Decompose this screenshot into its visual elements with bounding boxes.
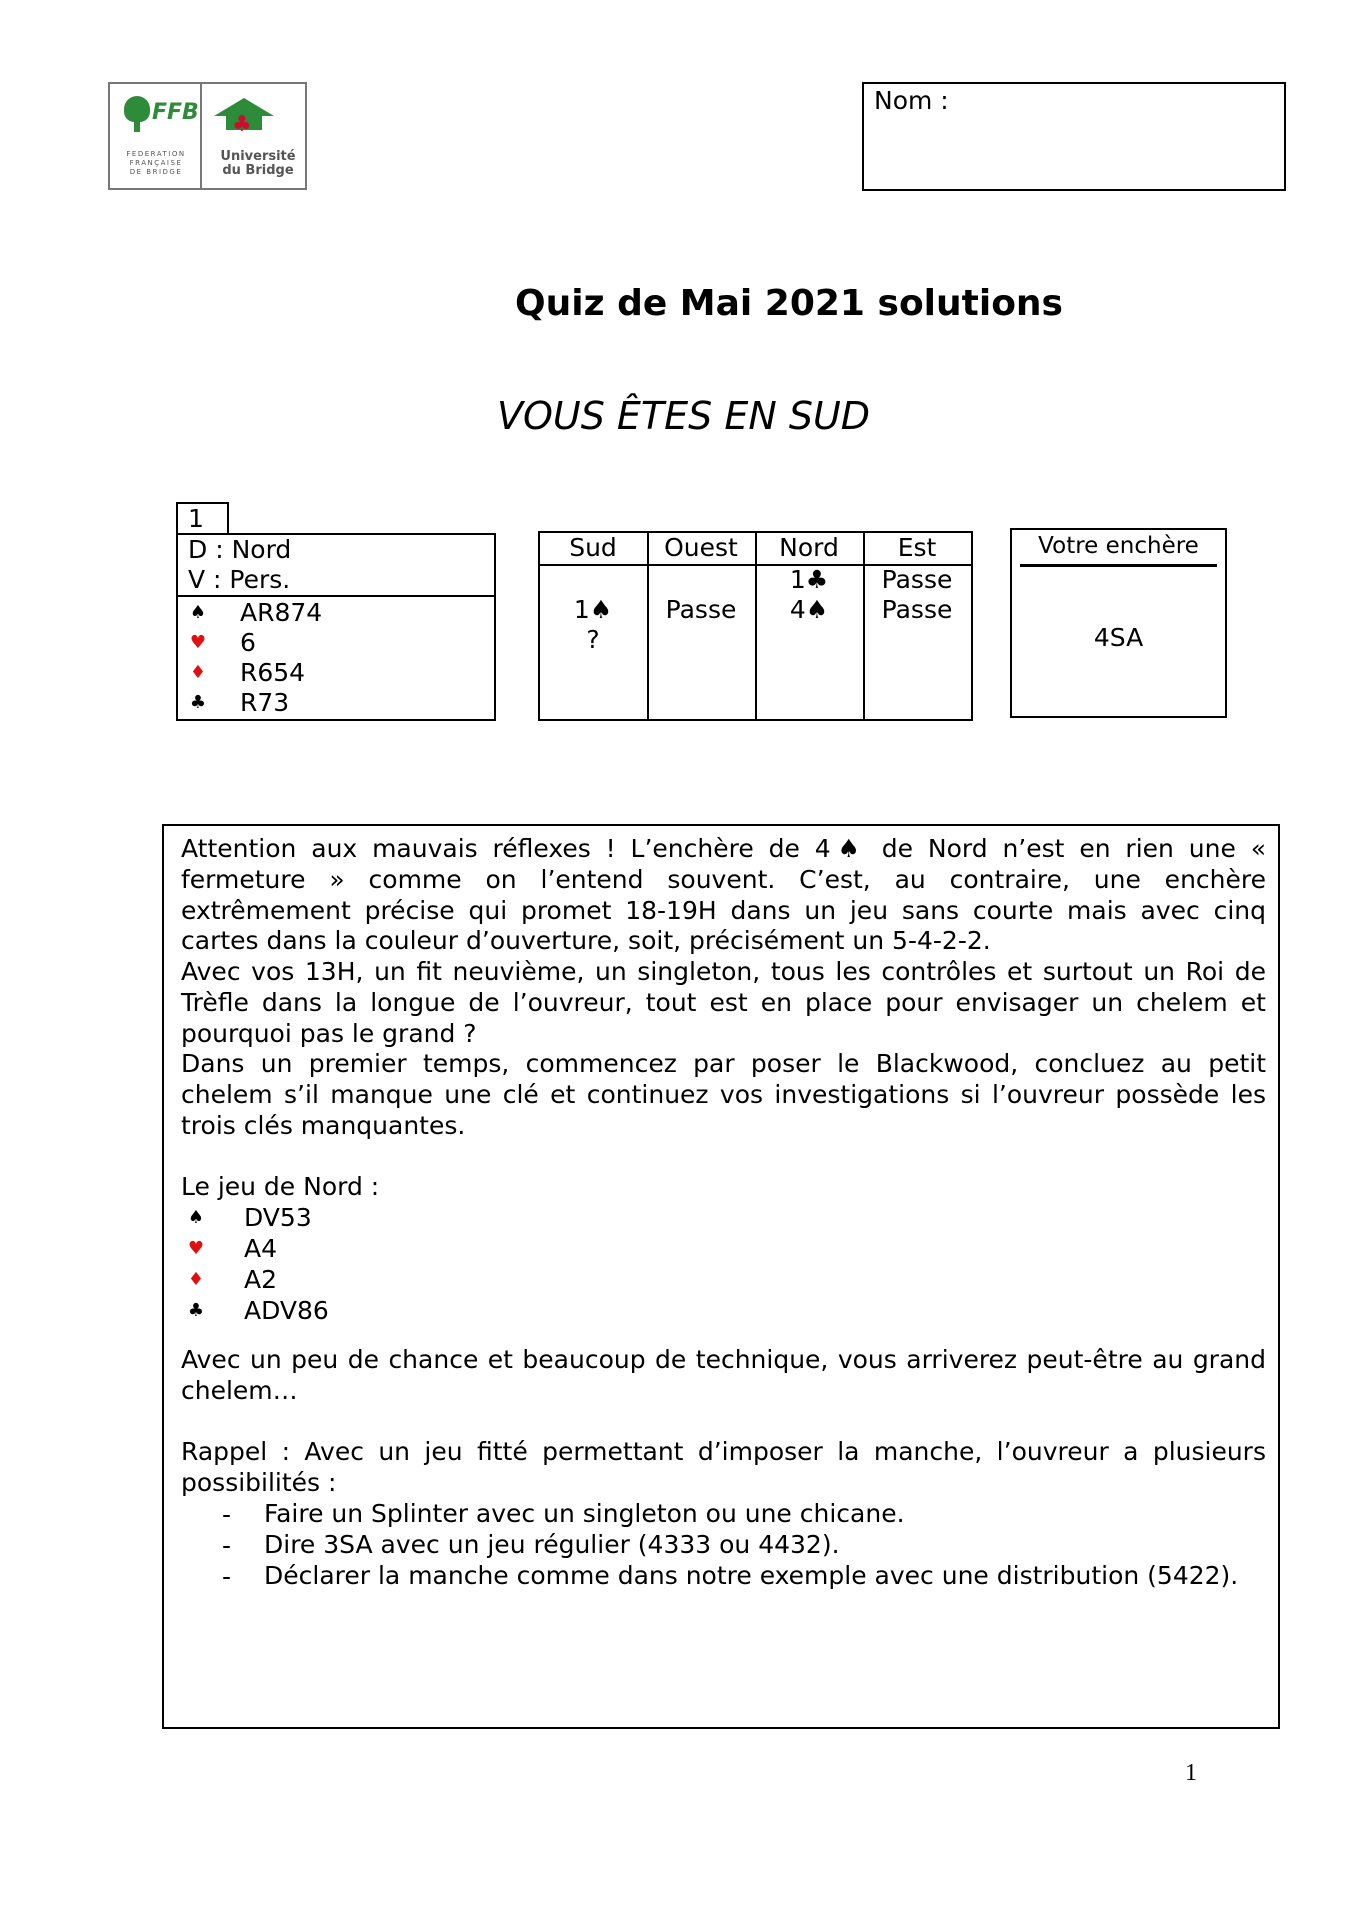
diamond-icon: ♦ <box>189 662 207 683</box>
bid-est-2: Passe <box>881 595 953 624</box>
spade-icon: ♠ <box>187 1207 205 1228</box>
bid-nord-2: 4♠ <box>789 595 829 624</box>
solution-paragraph-2: Avec vos 13H, un fit neuvième, un singleton, tous les contrôles et surtout un Roi de Trèfle dans la longue de l’ouvreur, tout est en place pour envisager un chelem et pourquoi pas le grand ? <box>181 957 1266 1048</box>
north-clubs: ADV86 <box>244 1296 329 1325</box>
reminder-paragraph: Rappel : Avec un jeu fitté permettant d’imposer la manche, l’ouvreur a plusieurs possibilités : <box>181 1437 1266 1497</box>
bid-ouest-1: Passe <box>665 595 737 624</box>
vulnerability: V : Pers. <box>188 565 291 594</box>
heart-icon: ♥ <box>187 1238 205 1259</box>
answer-title: Votre enchère <box>1038 533 1199 559</box>
south-clubs: R73 <box>240 688 290 717</box>
reminder-bullet-1: Faire un Splinter avec un singleton ou une chicane. <box>264 1499 905 1528</box>
bid-header-est: Est <box>897 533 937 562</box>
solution-paragraph-3: Dans un premier temps, commencez par poser le Blackwood, concluez au petit chelem s’il manque une clé et continuez vos investigations si l’ouvreur possède les trois clés manquantes. <box>181 1049 1266 1140</box>
universite-line-2: du Bridge <box>222 163 294 178</box>
page-subtitle: VOUS ÊTES EN SUD <box>496 394 871 438</box>
solution-box <box>162 824 1280 1729</box>
reminder-bullet-3: Déclarer la manche comme dans notre exemple avec une distribution (5422). <box>264 1561 1239 1590</box>
ffb-logo-left <box>110 84 202 188</box>
federation-text <box>116 150 196 177</box>
south-hearts: 6 <box>240 628 256 657</box>
deal-number-box <box>176 502 229 535</box>
bid-est-1: Passe <box>881 565 953 594</box>
deal-number: 1 <box>188 504 204 533</box>
bullet-dash: - <box>222 1500 232 1529</box>
bidding-table <box>538 531 973 721</box>
south-diamonds: R654 <box>240 658 306 687</box>
ffb-logo-text: FFB <box>152 100 199 125</box>
name-label: Nom : <box>874 86 949 115</box>
ffb-logo <box>108 82 307 190</box>
bid-nord-1: 1♣ <box>789 565 829 594</box>
reminder-bullet-2: Dire 3SA avec un jeu régulier (4333 ou 4432). <box>264 1530 840 1559</box>
bid-sud-1: 1♠ <box>573 595 613 624</box>
north-hearts: A4 <box>244 1234 278 1263</box>
south-hand-box <box>176 533 496 721</box>
north-diamonds: A2 <box>244 1265 278 1294</box>
bid-sud-2: ? <box>586 625 600 654</box>
spade-icon: ♠ <box>189 602 207 623</box>
bullet-dash: - <box>222 1531 232 1560</box>
south-spades: AR874 <box>240 598 323 627</box>
federation-line-2: FRANÇAISE <box>129 159 183 167</box>
answer-box <box>1010 528 1227 718</box>
north-spades: DV53 <box>244 1203 312 1232</box>
federation-line-1: FEDERATION <box>126 150 186 158</box>
federation-line-3: DE BRIDGE <box>129 168 183 176</box>
page-title: Quiz de Mai 2021 solutions <box>515 283 1063 324</box>
tree-trunk-icon <box>134 120 140 132</box>
bid-header-ouest: Ouest <box>664 533 738 562</box>
name-field[interactable] <box>862 82 1286 191</box>
answer-value: 4SA <box>1093 623 1144 652</box>
bullet-dash: - <box>222 1562 232 1591</box>
dealer: D : Nord <box>188 535 292 564</box>
club-icon: ♣ <box>189 692 207 713</box>
universite-line-1: Université <box>220 149 296 164</box>
solution-paragraph-1: Attention aux mauvais réflexes ! L’enchère de 4♠ de Nord n’est en rien une « fermeture » comme on l’entend souvent. C’est, au contraire, une enchère extrêmement précise qui promet 18-19H dans un jeu sans courte mais avec cinq cartes dans la couleur d’ouverture, soit, précisément un 5-4-2-2. <box>181 834 1266 956</box>
tree-icon <box>124 96 150 122</box>
universite-text <box>208 150 308 178</box>
north-hand-label: Le jeu de Nord : <box>181 1172 380 1201</box>
bid-header-sud: Sud <box>569 533 617 562</box>
heart-icon: ♥ <box>189 632 207 653</box>
bid-header-nord: Nord <box>779 533 839 562</box>
solution-paragraph-4: Avec un peu de chance et beaucoup de technique, vous arriverez peut-être au grand chelem… <box>181 1345 1266 1405</box>
club-icon: ♣ <box>187 1300 205 1321</box>
page-number: 1 <box>1185 1760 1197 1786</box>
answer-rule <box>1020 564 1217 567</box>
club-logo-icon: ♣ <box>232 112 252 137</box>
hand-divider <box>178 595 494 597</box>
diamond-icon: ♦ <box>187 1269 205 1290</box>
